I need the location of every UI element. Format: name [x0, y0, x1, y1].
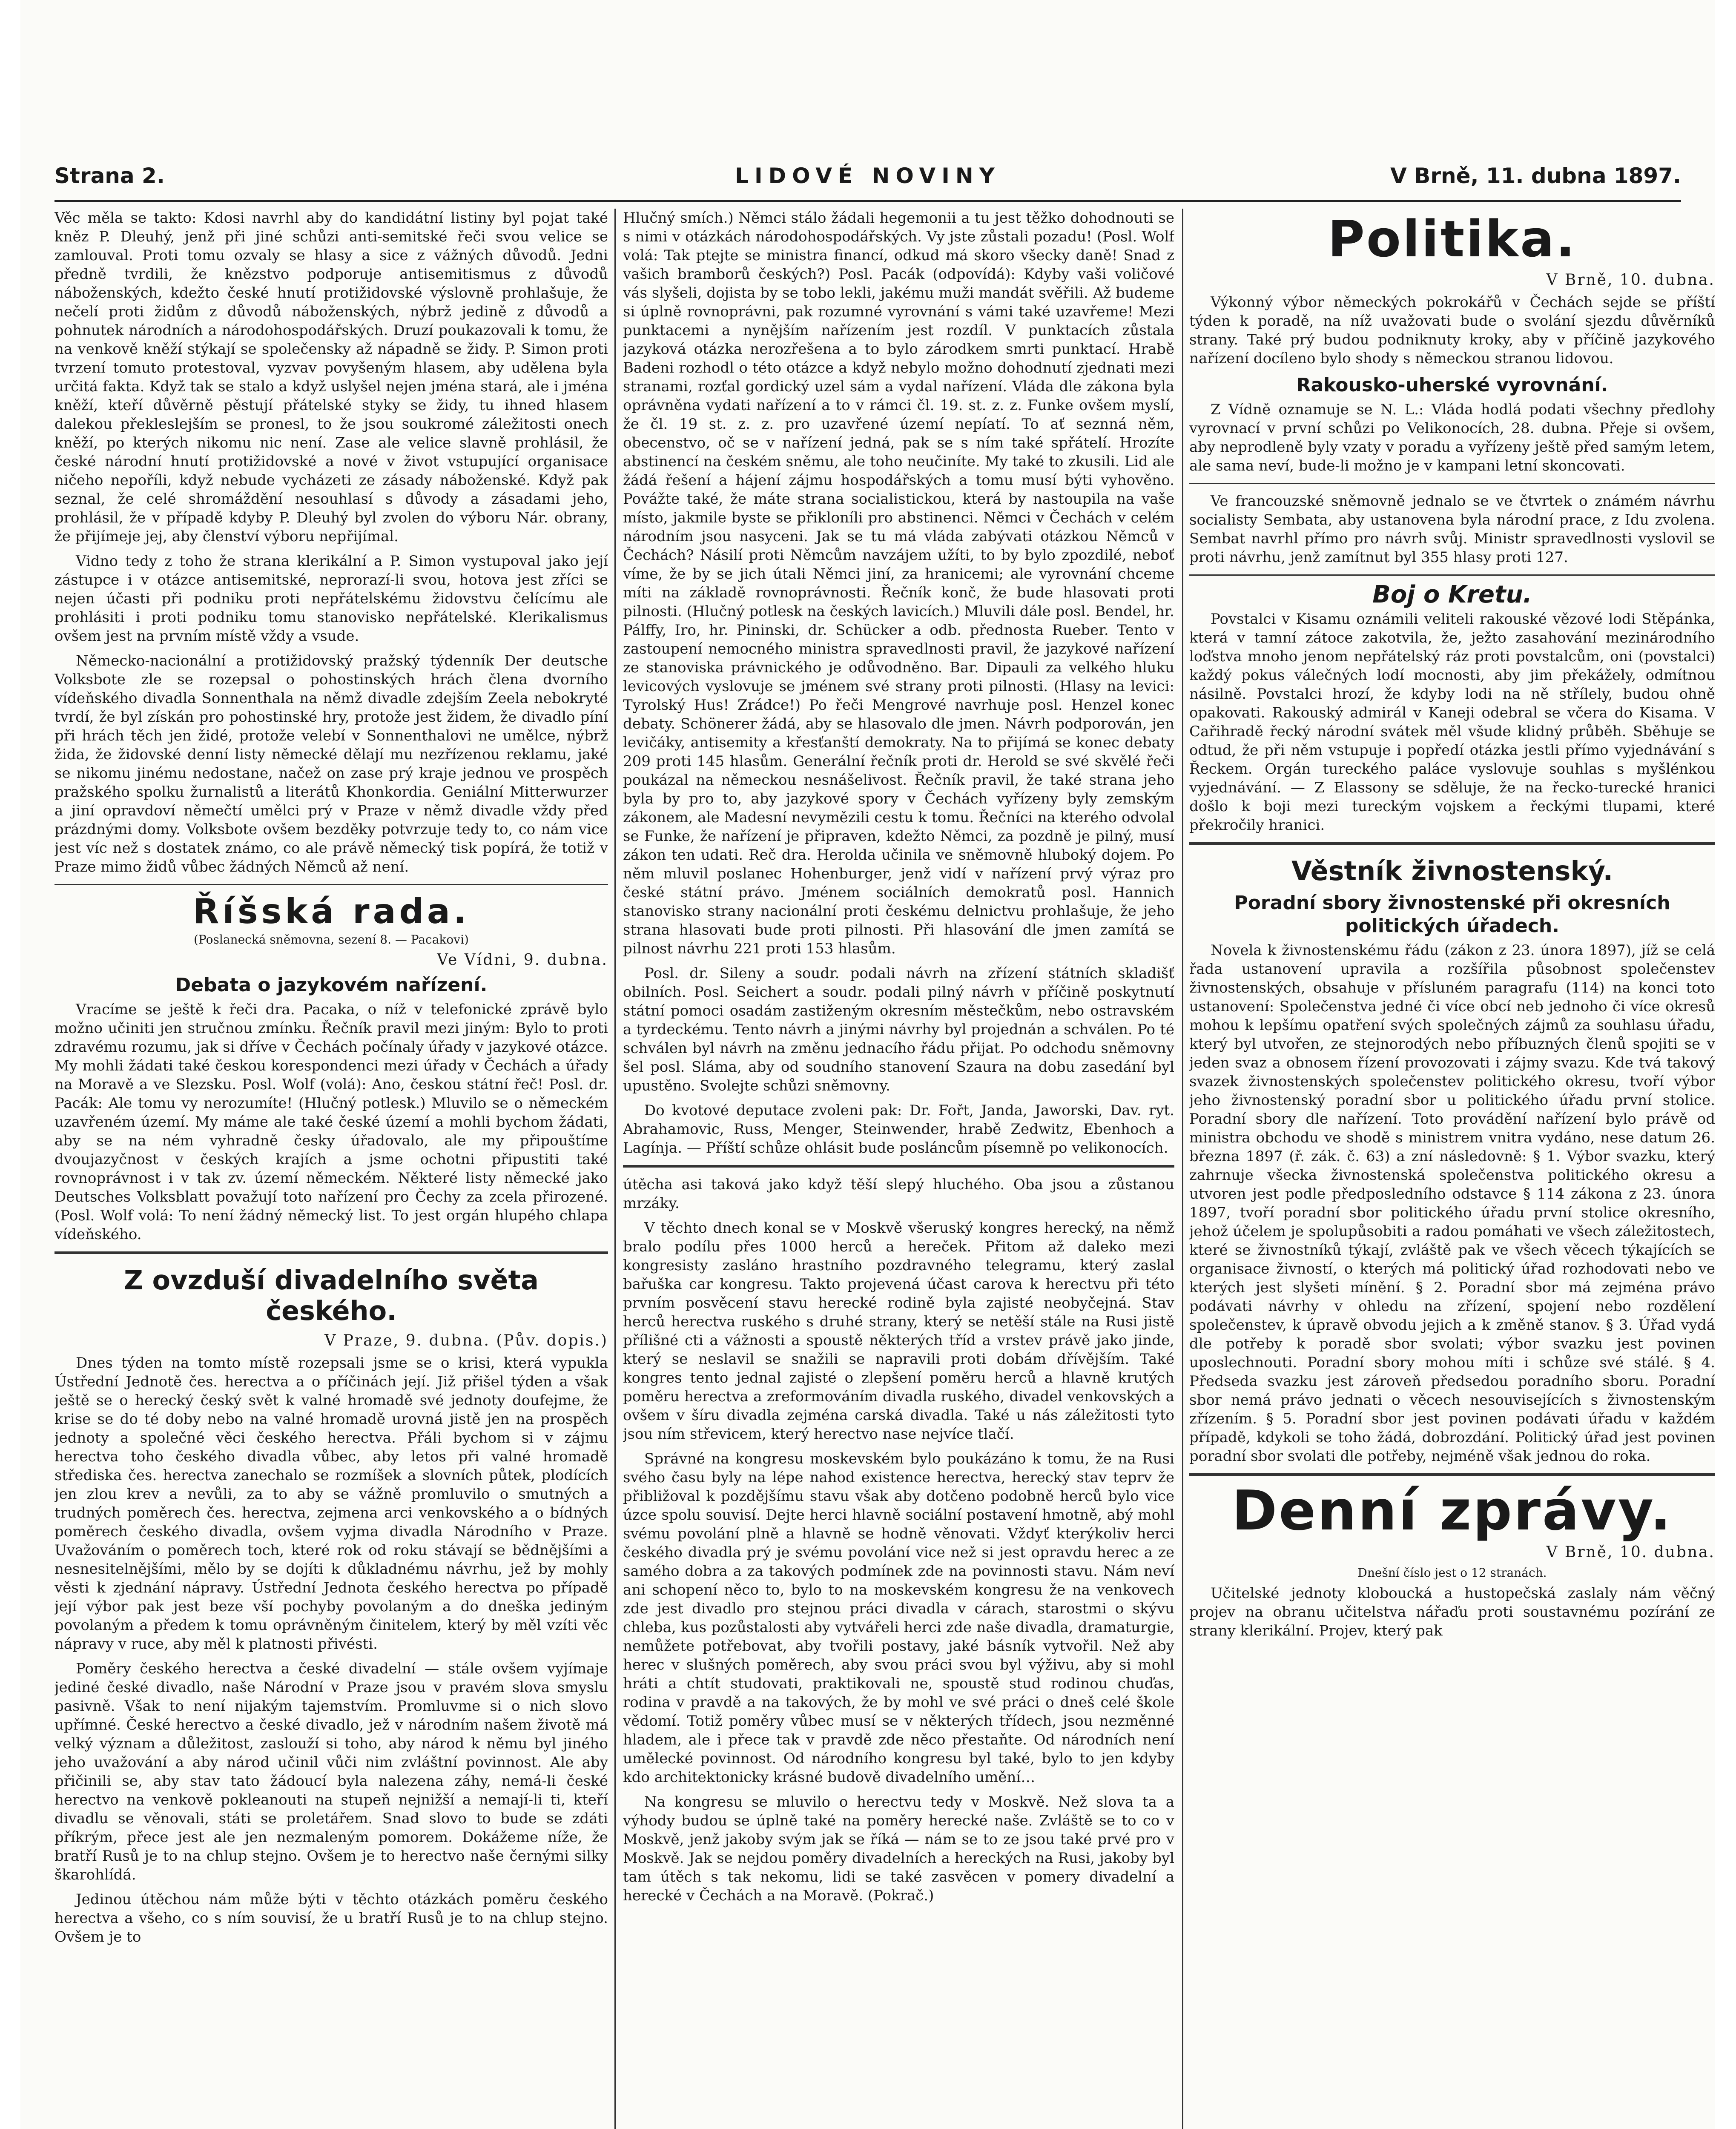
- section-heading-politika: Politika.: [1328, 209, 1577, 268]
- newspaper-title: LIDOVÉ NOVINY: [735, 164, 1001, 188]
- section-heading-denni-zpravy: Denní zprávy.: [1231, 1479, 1673, 1543]
- paragraph: Do kvotové deputace zvoleni pak: Dr. Fořt, Janda, Jaworski, Dav. ryt. Abrahamovic, Russ, Menger, Steinwender, hrabě Zedwitz, Ebenhoch a Lagínja. — Příští schůze ohlásit bude posláncům písemně po velikonocích.: [623, 1102, 1174, 1156]
- page-number: Strana 2.: [55, 164, 165, 188]
- article-subheading: Rakousko-uherské vyrovnání.: [1296, 374, 1608, 396]
- divider: [623, 1165, 1174, 1168]
- paragraph: Hlučný smích.) Němci stálo žádali hegemonii a tu jest těžko dohodnouti se s nimi v otázkách národohospodářských. Vy jste zůstali pozadu! (Posl. Wolf volá: Tak ptejte se ministra financí, odkud má skoro všecky daně! Snad z vašich bramborů českých?) Posl. Pacák (odpovídá): Kdyby vaši voličové vás slyšeli, dojista by se tobo lekli, jakému muži mandát svěřili. Až budeme si úplně rovnoprávni, pak rozumné vyrovnání s vámi také uzavřeme! Mezi punktacemi a nynějším nařízením jest rozdíl. V punktacích zůstala jazyková otázka nerozřešena a to bylo zárodkem smrti punktací. Hrabě Badeni rozhodl o této otázce a když nebylo možno dohodnutí zjednati mezi stranami, rozťal gordický uzel sám a vydal nařízení. Vláda dle zákona byla oprávněna vydati nařízení a to v rámci čl. 19. st. z. z. Funke ovšem myslí, že čl. 19 st. z. z. pro uzavřené území nepíatí. To ať seznná něm, obecenstvo, oč se v nařízení jedná, pak se s ním také spřátelí. Hrozíte abstinencí na českém sněmu, ale toho neučiníte. My také to zkusili. Lid ale žádá řešení a hájení zájmu hospodářských a tomu musí býti vyhověno. Povážte také, že máte strana socialistickou, která by nastoupila na vaše místo, jakmile byste se přikloníli pro abstinenci. Němci v Čechách v celém národním jsou nasyceni. Jak se tu má vláda zabývati otázkou Němců v Čechách? Násilí proti Němcům navzájem užíti, to by bylo zpozdilé, neboť víme, že by se jich útali Němci jiní, za hranicemi; ale vyrovnání chceme míti na základě rovnoprávnosti. Řečník konč, že bude hlasovati proti pilnosti. (Hlučný potlesk na českých lavicích.) Mluvili dále posl. Bendel, hr. Pálffy, Iro, hr. Pininski, dr. Schücker a odb. přednosta Rueber. Tento v zastoupení nemocného ministra spravedlnosti pravil, že jazykové nařízení ze stanoviska právnického je odůvodněno. Bar. Dipauli za velkého hluku levicových vyslovuje se jménem své strany proti pilnosti. (Hlasy na levici: Tyrolský Hus! Zrádce!) Po řeči Mengrové navrhuje posl. Henzel konec debaty. Schönerer žádá, aby se hlasovalo dle jmen. Návrh podporován, jen levičáky, antisemity a křesťanští demokraty. Na to přijímá se konec debaty 209 proti 145 hlasům. Generální řečník proti dr. Herold se své skvělé řeči poukázal na německou nesnášelivost. Řečník pravil, že také strana jeho byla by pro to, aby jazykové spory v Čechách vyřízeny byly zemským zákonem, ale Madesní nevymězili cestu k tomu. Řečníci na kterého odvolal se Funke, že nařízení je připraven, kdežto Němci, za pozdně je pilný, musí zákon ten udati. Reč dra. Herolda učinila ve sněmovně hluboký dojem. Po něm mluvil poslanec Hohenburger, jenž vidí v nařízení prvý výraz pro české státní právo. Jménem sociálních demokratů posl. Hannich stanovisko strany nacionální proti českému delnictvu prohlašuje, že jeho strana hlasovati bude proti pilnosti. Při hlasování dle jmen zamítá se pilnost návrhu 221 proti 153 hlasům.: [623, 209, 1174, 957]
- section-heading-vestnik: Věstník živnostenský.: [1291, 855, 1613, 887]
- article-heading: Z ovzduší divadelního světa českého.: [123, 1265, 539, 1326]
- paragraph: Na kongresu se mluvilo o herectvu tedy v Moskvě. Než slova ta a výhody budou se úplně také na poměry herecké naše. Zvláště se to co v Moskvě, jenž jakoby svým jak se říká — nám se to ze jsou také prvé pro v Moskvě. Jak se nejdou poměry divadelních a hereckých na Rusi, jakoby byl tam útěch s tak nekomu, lidi se také zasvěcen v pomery divadelní a herecké v Čechách a na Moravě. (Pokrač.): [623, 1793, 1174, 1904]
- dateline: V Praze, 9. dubna. (Pův. dopis.): [324, 1332, 608, 1349]
- paragraph: Vidno tedy z toho že strana klerikální a P. Simon vystupoval jako její zástupce i v otázce antisemitské, neprorazí-li svou, hotova jest zříci se nejen účasti při podniku proti nepřátelskému židovstvu čelícímu ale prohlásiti i proti podniku tomu stanovisko nepřátelské. Klerikalismus ovšem jest na prvním místě vždy a vsude.: [55, 553, 608, 645]
- paragraph: Jedinou útěchou nám může býti v těchto otázkách poměru českého herectva a všeho, co s ním souvisí, že u bratří Rusů je to na chlup stejno. Ovšem je to: [55, 1891, 608, 1945]
- paragraph: Poměry českého herectva a české divadelní — stále ovšem vyjímaje jediné české divadlo, naše Národní v Praze jsou v pravém slova smyslu pasivně. Však to není nijakým tajemstvím. Promluvme si o nich slovo upřímné. České herectvo a české divadlo, jež v národním našem životě má velký význam a důležitost, zaslouží si toho, aby národ k němu byl jiného jeho uvažování a aby národ učinil vůči nim zvláštní povinnost. Ale aby přičinili se, aby stav tato žádoucí byla nalezena záhy, nemá-li české herectvo na venkově pokleanouti na stupeň nejnižší a nemají-li ti, kteří divadlu se věnovali, státi se proletářem. Snad slovo to bude se zdáti příkrým, přece jest ale jen nezmaleným pomorem. Dokážeme níže, že bratří Rusů je to na chlup stejno. Ovšem je to herectvo naše černými silky škarohlídá.: [55, 1660, 608, 1883]
- paragraph: Posl. dr. Sileny a soudr. podali návrh na zřízení státních skladišť obilních. Posl. Seichert a soudr. podali pilný návrh v příčině poskytnutí státní pomoci osadám zastiženým okresním městečkům, nebo ostravském a tyrdeckému. Tento návrh a jinými návrhy byl projednán a schválen. Po té schválen byl návrh na změnu jednacího řádu přijat. Po odchodu sněmovny šel posl. Sláma, aby od soudního stanovení Szaura na dobu zasedání byl upustěno. Svolejte schůzi sněmovny.: [623, 965, 1174, 1094]
- divider: [55, 884, 608, 885]
- paragraph: Novela k živnostenskému řádu (zákon z 23. února 1897), jíž se celá řada ustanovení upravila a rozšířila působnost společenstev živnostenských, obsahuje v přísluném paragrafu (114) na konci toto ustanovení: Společenstva jedné či více obcí neb jednoho či více okresů mohou k lepšímu opatření svých společných zájmů za souhlasu úřadu, který byl utvořen, ze stejnorodých nebo příbuzných členů spojiti se v jeden svaz a obnosem řízení provozovati i zájmy svazu. Kde tvá takový svazek živnostenských společenstev politického okresu, tvoří výbor jeho živnostenský poradní sbor u politického úřadu první stolice. Poradní sbory dle nařízení. Toto provádění nařízení bylo právě od ministra obchodu ve shodě s ministrem vnitra vydáno, nese datum 26. března 1897 (ř. zák. č. 63) a zní následovně: § 1. Výbor svazku, který zahrnuje všecka živnostenská společenstva politického okresu a utvoren jest podle předposledního odstavce § 114 zákona z 23. února 1897, tvoří poradní sbor politického úřadu první stolice okresního, jehož účelem je spolupůsobiti a radou pomáhati ve všech záležitostech, které se živnostníků týkají, zvláště pak ve všech věcech týkajících se organisace živností, o kterých má politický úřad rozhodovati nebo ve kterých jest slyšeti mínění. § 2. Poradní sbor má zejména právo podávati návrhy v ohledu na zřízení, spojení nebo rozdělení společenstev, k úpravě obvodu jejich a k změně stanov. § 3. Úřad vydá dle potřeby k poradě sbor svolati; výbor svazku jest povinen uposlechnouti. Poradní sbory mohou míti i schůze své stálé. § 4. Předseda svazku jest zároveň předsedou poradního sboru. Poradní sbor nemá právo jednati o věcech nesouvisejících s živnostenským zřízením. § 5. Poradní sbor jest povinen podávati úřadu v každém případě, kdykoli se toho žádá, dobrozdání. Politický úřad jest povinen poradní sbor svolati dle potřeby, nejméně však jednou do roka.: [1189, 942, 1715, 1465]
- column-3: [1189, 209, 1715, 2129]
- article-subheading: Poradní sbory živnostenské při okresních politických úřadech.: [1234, 892, 1670, 937]
- newspaper-page: [20, 0, 1715, 2129]
- dateline: V Brně, 10. dubna.: [1546, 1544, 1715, 1561]
- paragraph: Vracíme se ještě k řeči dra. Pacaka, o níž v telefonické zprávě bylo možno učiniti jen stručnou zmínku. Řečník pravil mezi jiným: Bylo to proti zdravému rozumu, jak si dříve v Čechách počínaly úřady v jazykové otázce. My mohli žádati také českou korespondenci mezi úřady v Čechách a úřady na Moravě a ve Slezsku. Posl. Wolf (volá): Ano, českou státní řeč! Posl. dr. Pacák: Ale tomu vy nerozumíte! (Hlučný potlesk.) Mluvilo se o německém uzavřeném území. My máme ale také české území a mohli bychom žádati, aby se na ném vyhradně česky úřadovalo, ale my připouštíme dvoujazyčnost v českých krajích a jsme ochotni připustiti také rovnoprávnost i v tak zv. území německém. Některé listy německé jako Deutsches Volksblatt považují toto nařízení pro Čechy za zcela přirozené. (Posl. Wolf volá: To není žádný německý list. To jest orgán hlupého chlapa vídeňského.: [55, 1001, 608, 1243]
- divider: [1189, 574, 1715, 576]
- masthead: [55, 162, 1681, 202]
- divider: [55, 1251, 608, 1254]
- article-subheading: Boj o Kretu.: [1372, 581, 1532, 608]
- issue-date: V Brně, 11. dubna 1897.: [1390, 164, 1681, 188]
- divider: [1189, 483, 1715, 484]
- paragraph: Ve francouzské sněmovně jednalo se ve čtvrtek o známém návrhu socialisty Sembata, aby ustanovena byla národní prace, z Idu zvolena. Sembat navrhl přímo pro návrh svůj. Ministr spravedlnosti vyslovil se proti návrhu, jenž zamítnut byl 355 hlasy proti 127.: [1189, 493, 1715, 566]
- paragraph: V těchto dnech konal se v Moskvě všeruský kongres herecký, na němž bralo podílu přes 1000 herců a hereček. Přitom až daleko mezi kongresisty zasláno hrastního pozdravného telegramu, který zaslal bařuška car kongresu. Takto projevená účast carova k herectvu při této prvním posvěcení stavu herecké rodině byla zajisté neobyčejná. Stav herců herectva ruského s druhé strany, který se netěší stále na Rusi jistě přílišné cti a vážnosti a spoustě některých tříd a vrstev právě jako jinde, který se neslavil se snažili se napravili proti dobám dřívějším. Také kongres tento jednal zajisté o zlepšení poměru herců a hlavně krutých poměru herectva a zreformováním divadla ruského, divadel venkovských a ovšem v šíru divadla zejména carská divadla. Také u nás záležitosti tyto jsou ním střevicem, který herectvo nase nejvíce tlačí.: [623, 1219, 1174, 1443]
- paragraph: Z Vídně oznamuje se N. L.: Vláda hodlá podati všechny předlohy vyrovnací v první schůzi po Velikonocích, 28. dubna. Přeje si ovšem, aby neprodleně byly vzaty v poradu a vyřízeny ještě před samým letem, ale sama neví, bude-li možno je v kampani letní skoncovati.: [1189, 401, 1715, 474]
- paragraph: Věc měla se takto: Kdosi navrhl aby do kandidátní listiny byl pojat také kněz P. Dleuhý, jenž při jiné schůzi anti-semitské řeči svou velice se zamlouval. Proti tomu ozvaly se hlasy a sice z vážných důvodů. Jedni předně tvrdili, že knězstvo podporuje antisemitismus z důvodů náboženských, kdežto české hnutí protižidovské výslovně prohlašuje, že nečelí proti židům z důvodů náboženských, nýbrž jedině z důvodů a pohnutek národních a národohospodářských. Druzí poukazovali k tomu, že na venkově kněží stýkají se společensky až nápadně se židy. P. Simon proti tvrzení tomuto protestoval, vyzvav povyšeným hlasem, aby udělena byla určitá fakta. Když tak se stalo a když uslyšel nejen jména stará, ale i jména kněží, kteří důvěrně pěstují přátelské styky se židy, tu ihned hlasem dalekou překleslejším se pronesl, to že jsou soukromé záležitosti onech kněží, po kterých nikomu nic není. Zase ale velice slavně prohlásil, že české národní hnutí protižidovské a nové v život vstupující organisace ničeho nepoříli, když nebude vycházeti ze zásady náboženské. Když pak seznal, že celé shromáždění nesouhlasí s důvody a zásadami jeho, prohlásil, že v případě kdyby P. Dleuhý byl zvolen do výboru Nár. obrany, že přijímeje jej, aby členství výboru nepřijímal.: [55, 209, 608, 545]
- paragraph: Výkonný výbor německých pokrokářů v Čechách sejde se příští týden k poradě, na níž uvažovati bude o svolání sjezdu důvěrníků strany. Také prý budou podniknuty kroky, aby v příčině jazykového nařízení docíleno bylo shody s německou stranou lidovou.: [1189, 294, 1715, 367]
- dateline: Ve Vídni, 9. dubna.: [437, 951, 608, 969]
- paragraph: Německo-nacionální a protižidovský pražský týdenník Der deutsche Volksbote zle se rozepsal o pohostinských hrách člena dvorního vídeňského divadla Sonnenthala na němž divadle zdejším Zeela nebokryté tvrdí, že byl získán pro pohostinské hry, protože jest židem, že divadlo píní při hrách těch jen židé, protože velebí v Sonnenthalovi ne umělce, nýbrž žida, že židovské denní listy německé dělají mu nezřízenou reklamu, jaké se nikomu jinému nedostane, načež on zase prý kraje jednou ve prospěch pražského spolku žurnalistů a literátů Khonkordia. Geniální Mitterwurzer a jiní opravdoví němečtí umělci prý v Praze v němž divadle vždy před prázdnými domy. Volksbote ovšem bezděky potvrzuje tedy to, co nám vice jest víc než s dostatek známo, co ale právě německý tisk popírá, že totiž v Praze mimo židů vůbec žádných Němců až není.: [55, 652, 608, 875]
- paragraph: Učitelské jednoty kloboucká a hustopečská zaslaly nám věčný projev na obranu učitelstva nářaďu proti soustavnému pozírání ze strany klerikální. Projev, který pak: [1189, 1585, 1715, 1639]
- divider: [1189, 1473, 1715, 1476]
- dateline: V Brně, 10. dubna.: [1546, 271, 1715, 289]
- section-heading-risska-rada: Říšská rada.: [192, 892, 470, 931]
- issue-note: Dnešní číslo jest o 12 stranách.: [1357, 1566, 1547, 1580]
- section-note: (Poslanecká sněmovna, sezení 8. — Pacakovi): [194, 933, 469, 947]
- paragraph: Povstalci v Kisamu oznámili veliteli rakouské vězové lodi Stěpánka, která v tamní zátoce zakotvila, že, ježto zasahování mezinárodního loďstva mnoho jenom nepřátelský ráz proti povstalcům, oni (povstalci) každý pokus válečných lodí mocnosti, aby jim překážely, odmítnou násilně. Povstalci hrozí, že kdyby lodi na ně střílely, budou ohně opakovati. Rakouský admirál v Kaneji odebral se včera do Kisama. V Cařihradě řecký národní svátek měl všude klidný průběh. Sběhuje se odtud, že při něm vstupuje i popředí otázka jestli přímo vyjednávání s Řeckem. Orgán tureckého paláce vyslovuje souhlas s myšlénkou vyjednávání. — Z Elassony se sděluje, že na řecko-turecké hranici došlo k boji mezi tureckým vojskem a řeckými tlupami, které překročily hranici.: [1189, 611, 1715, 834]
- paragraph: Správné na kongresu moskevském bylo poukázáno k tomu, že na Rusi svého času byly na lépe nahod existence herectva, herecký stav teprv že přibližoval k pozdějšímu stavu však aby dotčeno podobně herců bylo vice úzce spolu souvisí. Dejte herci hlavně sociální postavení hmotně, abý mohl svému povolání plně a hlavně se hodně věnovati. Vždyť kterýkoliv herci českého divadla prý je svému povolání vice než si jest opravdu herec a ze samého dobra a za takových podmínek zde na povinnosti stavu. Nám neví ani schopení něco to, bylo to na moskevském kongresu že na venkovech zde jest divadlo pro stejnou práci divadla v cárach, starostmi o skývu chleba, kus pozůstalosti aby vytvářeli herci zde naše divadla, dramaturgie, nemůžete potřebovat, aby tvořili postavy, jaké básník vytvořil. Než aby herec v slušných poměrech, aby svou práci svou byl výživu, aby si mohl hráti a chtít studovati, praktikovali ne, spoustě stud rodinou chuďas, rodina v pravdě a na takových, že by mohl ve své práci o dneš celé škole vědomí. Totiž poměry vůbec musí se v některých třídech, jsou nezměnné hladem, ale i přece tak v pravdě zde něco přestaňte. Od národních není umělecké povinnost. Od národního kongresu byl také, bylo to jen kdyby kdo architektonicky krásné budově divadelního umění…: [623, 1450, 1174, 1786]
- paragraph: Dnes týden na tomto místě rozepsali jsme se o krisi, která vypukla Ústřední Jednotě čes. herectva a o příčinách její. Již přišel týden a však ještě se o herecký český svět k valné hromadě své jednoty doufejme, že krise se do té doby nebo na valné hromadě urovná jistě jen na prospěch jednoty a společné věci českého herectva. Přáli bychom si v zájmu herectva toho českého divadla vůbec, aby letos při valné hromadě střediska čes. herectva zanechalo se rozmíšek a slovních půtek, plodících jen zlou krev a nevůli, za to aby se vážně promluvilo o smutných a trudných poměrech čes. herectva, zejmena arci venkovského a o bídných poměrech českého divadla, ovšem vyjma divadla Národního v Praze. Uvažováním o poměrech toch, které rok od roku stávají se bědnějšími a nesnesitelnějšími, mělo by se dojíti k důkladnému návrhu, jež by mohly věsti k zjednání nápravy. Ústřední Jednota českého herectva po případě její výbor pak jest beze vší pochyby povolaným a do dneška jediným povolaným a předem k tomu oprávněným činitelem, který by měl vzíti věc nápravy v ruce, aby měl k platnosti přivésti.: [55, 1354, 608, 1653]
- divider: [1189, 842, 1715, 845]
- article-subheading: Debata o jazykovém nařízení.: [175, 974, 488, 996]
- column-rule: [1182, 209, 1183, 2129]
- column-1: [55, 209, 608, 2129]
- paragraph: útěcha asi taková jako když těší slepý hluchého. Oba jsou a zůstanou mrzáky.: [623, 1176, 1174, 1212]
- column-rule: [614, 209, 616, 2129]
- column-2: [623, 209, 1174, 2129]
